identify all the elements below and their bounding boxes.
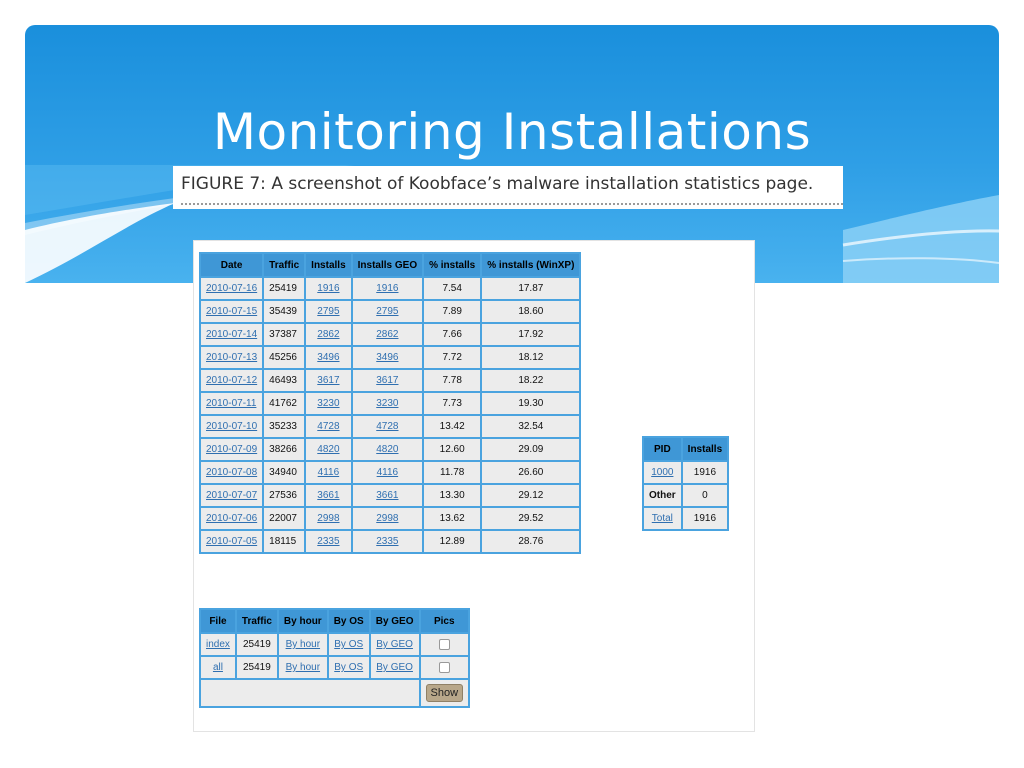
date-link-cell: [201, 370, 262, 391]
slide-title: Monitoring Installations: [212, 103, 812, 161]
table-row: [201, 485, 579, 506]
pid-installs-value: 0: [683, 485, 727, 506]
percent-winxp-value: 32.54: [482, 416, 579, 437]
installs-link[interactable]: 4728: [317, 421, 340, 432]
traffic-value: 38266: [264, 439, 304, 460]
installs-geo-link-cell: [353, 347, 422, 368]
table-row: [201, 301, 579, 322]
date-link[interactable]: 2010-07-05: [206, 536, 258, 547]
installs-link-cell: [306, 393, 350, 414]
percent-installs-value: 12.60: [424, 439, 480, 460]
traffic-value: 45256: [264, 347, 304, 368]
daily-header-4: % installs: [424, 254, 480, 276]
date-link-cell: [201, 324, 262, 345]
percent-installs-value: 13.62: [424, 508, 480, 529]
date-link-cell: [201, 462, 262, 483]
percent-installs-value: 7.54: [424, 278, 480, 299]
date-link-cell: [201, 508, 262, 529]
installs-geo-link-cell: [353, 508, 422, 529]
file-traffic-value: 25419: [237, 657, 277, 678]
installs-geo-link[interactable]: 2335: [376, 536, 399, 547]
installs-geo-link[interactable]: 4116: [376, 467, 399, 478]
installs-link[interactable]: 2862: [317, 329, 340, 340]
percent-winxp-value: 17.92: [482, 324, 579, 345]
table-row: [201, 393, 579, 414]
table-row: [201, 657, 468, 678]
stats-panel: [193, 240, 755, 732]
table-row: [644, 485, 727, 506]
percent-winxp-value: 26.60: [482, 462, 579, 483]
traffic-value: 34940: [264, 462, 304, 483]
installs-link-cell: [306, 416, 350, 437]
table-row: [201, 416, 579, 437]
date-link-cell: [201, 301, 262, 322]
installs-link-cell: [306, 531, 350, 552]
installs-link[interactable]: 2795: [317, 306, 340, 317]
date-link-cell: [201, 278, 262, 299]
table-row: [201, 324, 579, 345]
percent-winxp-value: 17.87: [482, 278, 579, 299]
pid-installs-value: 1916: [683, 508, 727, 529]
date-link-cell: [201, 485, 262, 506]
date-link[interactable]: 2010-07-09: [206, 444, 258, 455]
dotted-divider: [181, 203, 843, 205]
installs-geo-link[interactable]: 4820: [376, 444, 399, 455]
installs-link-cell: [306, 508, 350, 529]
percent-winxp-value: 29.12: [482, 485, 579, 506]
percent-installs-value: 7.66: [424, 324, 480, 345]
installs-geo-link[interactable]: 2998: [376, 513, 399, 524]
percent-installs-value: 7.72: [424, 347, 480, 368]
date-link[interactable]: 2010-07-12: [206, 375, 258, 386]
by-geo-link-cell: [371, 634, 419, 655]
installs-geo-link[interactable]: 3617: [376, 375, 399, 386]
date-link[interactable]: 2010-07-07: [206, 490, 258, 501]
percent-winxp-value: 18.12: [482, 347, 579, 368]
percent-winxp-value: 28.76: [482, 531, 579, 552]
percent-installs-value: 7.89: [424, 301, 480, 322]
pics-cell: [421, 634, 469, 655]
date-link-cell: [201, 439, 262, 460]
by-hour-link[interactable]: By hour: [285, 639, 321, 650]
show-button[interactable]: Show: [426, 684, 464, 702]
show-button-cell: [421, 680, 469, 706]
percent-winxp-value: 19.30: [482, 393, 579, 414]
installs-link[interactable]: 2335: [317, 536, 340, 547]
table-row: [201, 370, 579, 391]
installs-link[interactable]: 3661: [317, 490, 340, 501]
by-os-link-cell: [329, 634, 369, 655]
date-link[interactable]: 2010-07-10: [206, 421, 258, 432]
installs-geo-link-cell: [353, 370, 422, 391]
table-row: [201, 531, 579, 552]
daily-header-5: % installs (WinXP): [482, 254, 579, 276]
installs-geo-link-cell: [353, 462, 422, 483]
daily-header-3: Installs GEO: [353, 254, 422, 276]
table-row: [201, 508, 579, 529]
pics-checkbox[interactable]: [439, 639, 450, 650]
installs-geo-link-cell: [353, 393, 422, 414]
traffic-value: 22007: [264, 508, 304, 529]
installs-link[interactable]: 3496: [317, 352, 340, 363]
date-link-cell: [201, 416, 262, 437]
table-row: [201, 634, 468, 655]
by-os-link-cell: [329, 657, 369, 678]
installs-link-cell: [306, 485, 350, 506]
table-row: [644, 462, 727, 483]
percent-installs-value: 13.42: [424, 416, 480, 437]
percent-installs-value: 12.89: [424, 531, 480, 552]
installs-geo-link-cell: [353, 416, 422, 437]
date-link[interactable]: 2010-07-08: [206, 467, 258, 478]
table-row: [201, 278, 579, 299]
traffic-value: 18115: [264, 531, 304, 552]
date-link[interactable]: 2010-07-06: [206, 513, 258, 524]
file-traffic-value: 25419: [237, 634, 277, 655]
table-row: [201, 680, 468, 706]
by-geo-link[interactable]: By GEO: [376, 662, 413, 673]
date-link-cell: [201, 531, 262, 552]
percent-winxp-value: 18.60: [482, 301, 579, 322]
pid-header-1: Installs: [683, 438, 727, 460]
installs-link[interactable]: 2998: [317, 513, 340, 524]
date-link-cell: [201, 347, 262, 368]
by-hour-link-cell: [279, 657, 327, 678]
pid-header-0: PID: [644, 438, 681, 460]
date-link[interactable]: 2010-07-14: [206, 329, 258, 340]
installs-geo-link[interactable]: 3496: [376, 352, 399, 363]
installs-link[interactable]: 3230: [317, 398, 340, 409]
installs-geo-link[interactable]: 2862: [376, 329, 399, 340]
daily-installs-table: [199, 252, 581, 554]
file-link[interactable]: all: [212, 662, 223, 673]
installs-link[interactable]: 4820: [317, 444, 340, 455]
installs-link-cell: [306, 462, 350, 483]
installs-geo-link-cell: [353, 485, 422, 506]
by-geo-link[interactable]: By GEO: [376, 639, 413, 650]
traffic-value: 35233: [264, 416, 304, 437]
daily-header-1: Traffic: [264, 254, 304, 276]
percent-winxp-value: 18.22: [482, 370, 579, 391]
by-geo-link-cell: [371, 657, 419, 678]
file-header-2: By hour: [279, 610, 327, 632]
pid-link-cell: [644, 508, 681, 529]
traffic-value: 27536: [264, 485, 304, 506]
installs-link-cell: [306, 301, 350, 322]
percent-installs-value: 7.78: [424, 370, 480, 391]
installs-geo-link-cell: [353, 324, 422, 345]
installs-geo-link[interactable]: 2795: [376, 306, 399, 317]
installs-geo-link-cell: [353, 531, 422, 552]
percent-installs-value: 13.30: [424, 485, 480, 506]
table-row: [201, 347, 579, 368]
table-row: [644, 508, 727, 529]
file-header-3: By OS: [329, 610, 369, 632]
installs-link-cell: [306, 439, 350, 460]
figure-caption: FIGURE 7: A screenshot of Koobface’s malware installation statistics page.: [181, 174, 814, 194]
date-link[interactable]: 2010-07-15: [206, 306, 258, 317]
installs-geo-link[interactable]: 3661: [376, 490, 399, 501]
percent-winxp-value: 29.52: [482, 508, 579, 529]
installs-link-cell: [306, 370, 350, 391]
pid-label: Other: [644, 485, 681, 506]
empty-cell: [201, 680, 419, 706]
installs-link[interactable]: 3617: [317, 375, 340, 386]
daily-header-0: Date: [201, 254, 262, 276]
percent-installs-value: 7.73: [424, 393, 480, 414]
installs-geo-link-cell: [353, 278, 422, 299]
by-hour-link-cell: [279, 634, 327, 655]
daily-header-2: Installs: [306, 254, 350, 276]
installs-geo-link-cell: [353, 301, 422, 322]
figure-caption-box: [173, 166, 843, 209]
percent-installs-value: 11.78: [424, 462, 480, 483]
installs-link[interactable]: 4116: [317, 467, 340, 478]
traffic-value: 35439: [264, 301, 304, 322]
file-header-1: Traffic: [237, 610, 277, 632]
installs-link-cell: [306, 278, 350, 299]
installs-geo-link[interactable]: 3230: [376, 398, 399, 409]
percent-winxp-value: 29.09: [482, 439, 579, 460]
installs-geo-link[interactable]: 4728: [376, 421, 399, 432]
pics-checkbox[interactable]: [439, 662, 450, 673]
by-os-link[interactable]: By OS: [334, 662, 364, 673]
pid-installs-table: [642, 436, 729, 531]
date-link-cell: [201, 393, 262, 414]
file-header-4: By GEO: [371, 610, 419, 632]
pid-link-cell: [644, 462, 681, 483]
installs-geo-link[interactable]: 1916: [376, 283, 399, 294]
pid-link[interactable]: Total: [651, 513, 673, 524]
installs-link-cell: [306, 347, 350, 368]
date-link[interactable]: 2010-07-11: [206, 398, 257, 409]
installs-link-cell: [306, 324, 350, 345]
date-link[interactable]: 2010-07-16: [206, 283, 258, 294]
traffic-value: 37387: [264, 324, 304, 345]
file-link[interactable]: index: [206, 639, 230, 650]
file-link-cell: [201, 634, 235, 655]
table-row: [201, 462, 579, 483]
pid-installs-value: 1916: [683, 462, 727, 483]
by-os-link[interactable]: By OS: [334, 639, 364, 650]
file-link-cell: [201, 657, 235, 678]
installs-geo-link-cell: [353, 439, 422, 460]
file-header-5: Pics: [421, 610, 469, 632]
by-hour-link[interactable]: By hour: [285, 662, 321, 673]
file-stats-table: [199, 608, 470, 708]
traffic-value: 41762: [264, 393, 304, 414]
pid-link[interactable]: 1000: [651, 467, 674, 478]
table-row: [201, 439, 579, 460]
file-header-0: File: [201, 610, 235, 632]
traffic-value: 46493: [264, 370, 304, 391]
pics-cell: [421, 657, 469, 678]
installs-link[interactable]: 1916: [317, 283, 340, 294]
date-link[interactable]: 2010-07-13: [206, 352, 258, 363]
traffic-value: 25419: [264, 278, 304, 299]
